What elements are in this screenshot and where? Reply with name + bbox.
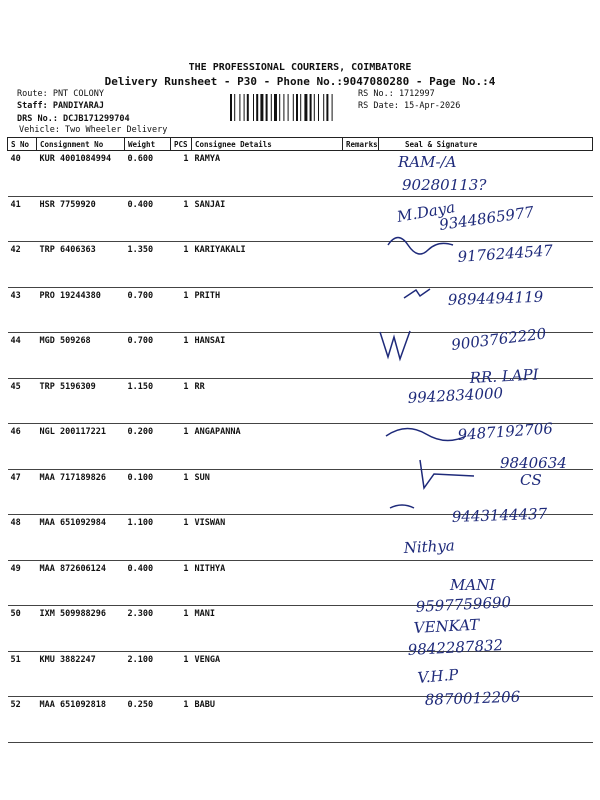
barcode-bar — [239, 94, 240, 121]
signature-text: VENKAT — [413, 615, 480, 637]
barcode-bar — [230, 94, 232, 121]
table-row — [8, 651, 593, 697]
barcode-bar — [332, 94, 333, 121]
signature-text: 9597759690 — [415, 593, 512, 616]
consignee-cell: KARIYAKALI — [192, 242, 343, 288]
consignment-cell: KMU 3882247 — [37, 651, 125, 697]
seal-signature-cell — [379, 424, 593, 470]
sno-cell: 48 — [8, 515, 37, 561]
pcs-cell: 1 — [171, 560, 192, 606]
seal-signature-cell — [379, 287, 593, 333]
col-remarks: Remarks — [343, 138, 379, 151]
signature-text: 9842287832 — [407, 636, 504, 659]
runsheet-table — [7, 137, 593, 743]
seal-signature-cell — [379, 560, 593, 606]
weight-cell: 0.400 — [125, 560, 171, 606]
consignee-cell: MANI — [192, 606, 343, 652]
sno-cell: 41 — [8, 196, 37, 242]
signature-text: 8870012206 — [424, 687, 521, 709]
signature-text: 9176244547 — [457, 241, 554, 266]
remarks-cell — [343, 469, 379, 515]
barcode-bar — [283, 94, 284, 121]
table-row — [8, 287, 593, 333]
col-consignment: Consignment No — [37, 138, 125, 151]
weight-cell: 0.250 — [125, 697, 171, 743]
weight-cell: 1.350 — [125, 242, 171, 288]
pcs-cell: 1 — [171, 606, 192, 652]
consignee-cell: RR — [192, 378, 343, 424]
consignee-cell: SUN — [192, 469, 343, 515]
col-consignee: Consignee Details — [192, 138, 343, 151]
sno-cell: 42 — [8, 242, 37, 288]
barcode-bar — [314, 94, 315, 121]
pcs-cell: 1 — [171, 287, 192, 333]
weight-cell: 2.300 — [125, 606, 171, 652]
weight-cell: 0.200 — [125, 424, 171, 470]
barcode-bar — [274, 94, 277, 121]
signature-text: 9003762220 — [450, 324, 548, 354]
table-row — [8, 515, 593, 561]
drs-number: DRS No.: DCJB171299704 — [17, 114, 130, 124]
remarks-cell — [343, 242, 379, 288]
signature-text: MANI — [450, 576, 496, 594]
seal-signature-cell — [379, 151, 593, 197]
seal-signature-cell — [379, 242, 593, 288]
barcode-bar — [318, 94, 319, 121]
runsheet-title: THE PROFESSIONAL COURIERS, COIMBATORE — [188, 62, 412, 73]
pcs-cell: 1 — [171, 242, 192, 288]
weight-cell: 1.150 — [125, 378, 171, 424]
remarks-cell — [343, 697, 379, 743]
seal-signature-cell — [379, 606, 593, 652]
barcode-bar — [323, 94, 324, 121]
signature-text: V.H.P — [416, 665, 460, 687]
table-row — [8, 196, 593, 242]
seal-signature-cell — [379, 515, 593, 561]
seal-signature-cell — [379, 333, 593, 379]
consignment-cell: KUR 4001084994 — [37, 151, 125, 197]
remarks-cell — [343, 287, 379, 333]
remarks-cell — [343, 424, 379, 470]
table-header-row — [8, 138, 593, 151]
consignment-cell: HSR 7759920 — [37, 196, 125, 242]
vehicle-text: Vehicle: Two Wheeler Delivery — [19, 125, 168, 135]
signature-text: 9894494119 — [447, 287, 544, 309]
barcode-bar — [300, 94, 301, 121]
barcode-bar — [296, 94, 298, 121]
barcode-bar — [234, 94, 235, 121]
barcode-bar — [244, 94, 245, 121]
consignment-cell: MGD 509268 — [37, 333, 125, 379]
signature-text: RAM-/A — [398, 153, 457, 171]
col-weight: Weight — [125, 138, 171, 151]
consignee-cell: PRITH — [192, 287, 343, 333]
signature-text: Nithya — [403, 536, 456, 557]
signature-text: 9443144437 — [451, 504, 548, 526]
consignment-cell: MAA 717189826 — [37, 469, 125, 515]
pcs-cell: 1 — [171, 378, 192, 424]
sno-cell: 40 — [8, 151, 37, 197]
barcode-bar — [253, 94, 254, 121]
barcode-bar — [288, 94, 289, 121]
weight-cell: 1.100 — [125, 515, 171, 561]
sno-cell: 52 — [8, 697, 37, 743]
sno-cell: 50 — [8, 606, 37, 652]
table-row — [8, 424, 593, 470]
staff-text: Staff: PANDIYARAJ — [17, 101, 104, 111]
barcode-bar — [304, 94, 307, 121]
weight-cell: 0.700 — [125, 287, 171, 333]
runsheet-subtitle: Delivery Runsheet - P30 - Phone No.:9047080280 - Page No.:4 — [104, 75, 496, 88]
signature-text: RR. LAPI — [469, 365, 540, 387]
consignment-cell: NGL 200117221 — [37, 424, 125, 470]
barcode-bar — [310, 94, 312, 121]
consignee-cell: ANGAPANNA — [192, 424, 343, 470]
seal-signature-cell — [379, 697, 593, 743]
signature-text: CS — [520, 471, 542, 489]
signature-text: 90280113? — [402, 176, 487, 194]
weight-cell: 0.600 — [125, 151, 171, 197]
rs-number: RS No.: 1712997 — [358, 89, 435, 99]
pcs-cell: 1 — [171, 196, 192, 242]
weight-cell: 0.100 — [125, 469, 171, 515]
pcs-cell: 1 — [171, 151, 192, 197]
sno-cell: 51 — [8, 651, 37, 697]
consignee-cell: SANJAI — [192, 196, 343, 242]
table-row — [8, 242, 593, 288]
remarks-cell — [343, 606, 379, 652]
sno-cell: 43 — [8, 287, 37, 333]
sno-cell: 47 — [8, 469, 37, 515]
consignee-cell: HANSAI — [192, 333, 343, 379]
sno-cell: 44 — [8, 333, 37, 379]
col-sno: S No — [8, 138, 37, 151]
barcode-bar — [293, 94, 294, 121]
remarks-cell — [343, 560, 379, 606]
pcs-cell: 1 — [171, 515, 192, 561]
pcs-cell: 1 — [171, 424, 192, 470]
seal-signature-cell — [379, 469, 593, 515]
seal-signature-cell — [379, 651, 593, 697]
table-row — [8, 606, 593, 652]
pcs-cell: 1 — [171, 697, 192, 743]
table-row — [8, 469, 593, 515]
weight-cell: 0.700 — [125, 333, 171, 379]
col-seal-signature: Seal & Signature — [379, 138, 593, 151]
consignee-cell: VISWAN — [192, 515, 343, 561]
table-row — [8, 333, 593, 379]
sno-cell: 45 — [8, 378, 37, 424]
table-row — [8, 378, 593, 424]
remarks-cell — [343, 333, 379, 379]
consignment-cell: MAA 651092818 — [37, 697, 125, 743]
consignment-cell: PRO 19244380 — [37, 287, 125, 333]
signature-text: M.Daya — [395, 198, 457, 226]
barcode-bar — [256, 94, 258, 121]
consignee-cell: BABU — [192, 697, 343, 743]
remarks-cell — [343, 651, 379, 697]
consignment-cell: TRP 5196309 — [37, 378, 125, 424]
sno-cell: 46 — [8, 424, 37, 470]
table-row — [8, 560, 593, 606]
col-pcs: PCS — [171, 138, 192, 151]
signature-text: 9344865977 — [438, 202, 536, 234]
consignment-cell: TRP 6406363 — [37, 242, 125, 288]
consignment-cell: IXM 509988296 — [37, 606, 125, 652]
pcs-cell: 1 — [171, 651, 192, 697]
signature-text: 9942834000 — [407, 384, 504, 407]
weight-cell: 0.400 — [125, 196, 171, 242]
rs-date: RS Date: 15-Apr-2026 — [358, 101, 461, 111]
pcs-cell: 1 — [171, 469, 192, 515]
remarks-cell — [343, 378, 379, 424]
consignment-cell: MAA 872606124 — [37, 560, 125, 606]
signature-text: 9840634 — [500, 454, 567, 472]
barcode-bar — [271, 94, 272, 121]
route-text: Route: PNT COLONY — [17, 89, 104, 99]
barcode-bar — [247, 94, 249, 121]
pcs-cell: 1 — [171, 333, 192, 379]
seal-signature-cell — [379, 378, 593, 424]
signature-text: 9487192706 — [457, 419, 554, 444]
weight-cell: 2.100 — [125, 651, 171, 697]
table-row — [8, 151, 593, 197]
barcode-bar — [260, 94, 263, 121]
consignment-cell: MAA 651092984 — [37, 515, 125, 561]
barcode-bar — [326, 94, 328, 121]
remarks-cell — [343, 151, 379, 197]
sno-cell: 49 — [8, 560, 37, 606]
remarks-cell — [343, 196, 379, 242]
barcode-bar — [279, 94, 280, 121]
barcode-image — [230, 94, 354, 121]
remarks-cell — [343, 515, 379, 561]
barcode-bar — [266, 94, 268, 121]
table-row — [8, 697, 593, 743]
consignee-cell: NITHYA — [192, 560, 343, 606]
seal-signature-cell — [379, 196, 593, 242]
consignee-cell: VENGA — [192, 651, 343, 697]
consignee-cell: RAMYA — [192, 151, 343, 197]
